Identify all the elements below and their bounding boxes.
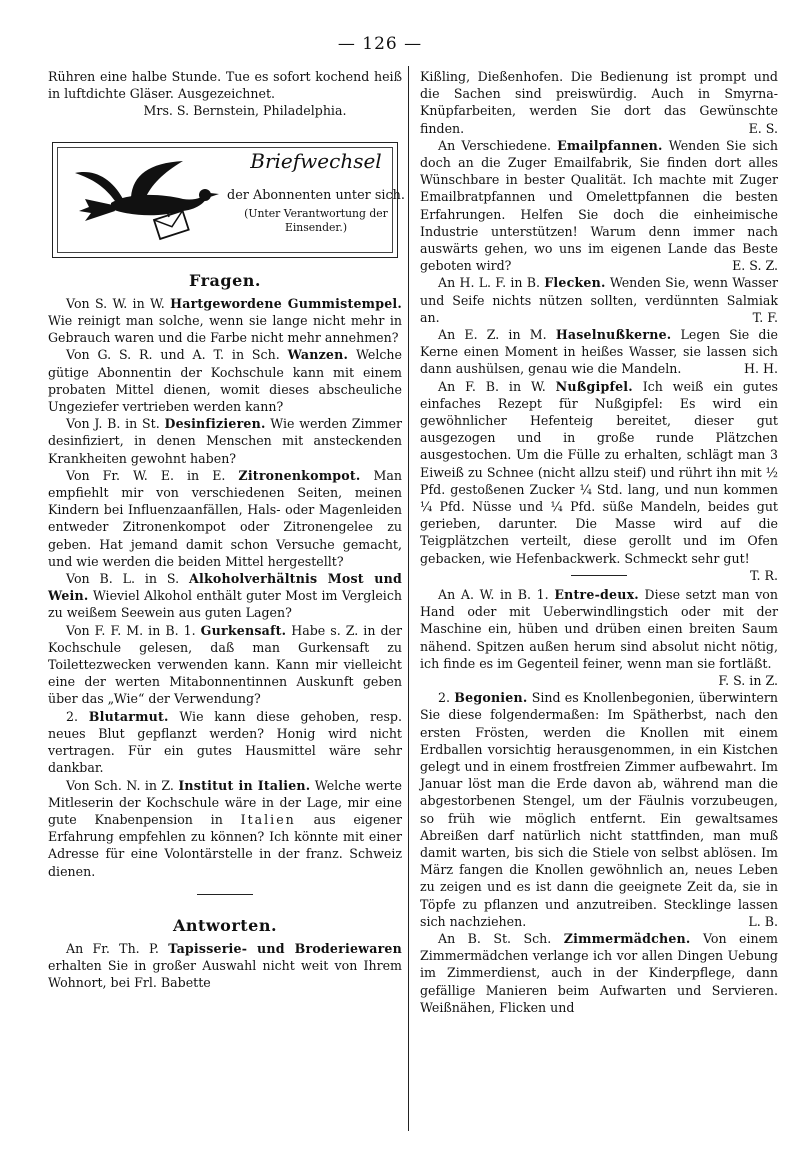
antwort-keyword: Haselnußkerne.	[555, 327, 672, 343]
signature: E. S.	[748, 120, 778, 136]
signature: T. F.	[752, 309, 778, 325]
antwort-item: An H. L. F. in B. Flecken. Wenden Sie, wenn Wasser und Seife nichts nützen sollten, verdünnten Salmiak an. T. F.	[420, 275, 778, 325]
frage-item: Von Fr. W. E. in E. Zitronenkompot. Man empfiehlt mir von verschiedenen Seiten, meinen Kindern bei Influenzaanfällen, Hals- oder Magenleiden entweder Zitronenkompot oder Zitronengelee zu geben. Hat jemand damit schon Versuche gemacht, und wie werden die beiden Mittel hergestellt?	[48, 467, 402, 569]
antwort-keyword: Begonien.	[454, 690, 528, 706]
signature: L. B.	[748, 913, 778, 929]
signature: F. S. in Z.	[718, 672, 778, 688]
frage-keyword: Gurkensaft.	[200, 622, 287, 638]
signature: T. R.	[749, 567, 778, 583]
antwort-keyword: Tapisserie- und Broderiewaren	[168, 940, 402, 956]
frage-item: Von S. W. in W. Hartgewordene Gummistempel. Wie reinigt man solche, wenn sie lange nicht mehr in Gebrauch waren und die Farbe nicht mehr annehmen?	[48, 295, 402, 346]
carrier-pigeon-icon	[71, 159, 221, 245]
right-column	[420, 68, 778, 1016]
frage-keyword: Zitronenkompot.	[238, 467, 361, 483]
section-divider	[571, 575, 627, 576]
briefwechsel-note: (Unter Verantwortung der Einsender.)	[244, 206, 388, 234]
antwort-item: An F. B. in W. Nußgipfel. Ich weiß ein gutes einfaches Rezept für Nußgipfel: Es wird ein gewöhnlicher Hefenteig bereitet, dieser gut ausgezogen und in große runde Plätzchen ausgestochen. Um die Fülle zu erhalten, schlägt man 3 Eiweiß zu Schnee (nicht allzu steif) und rührt ihn mit ½ Pfd. gestoßenen Zucker ¼ Std. lang, und nun kommen ¼ Pfd. Nüsse und ¼ Pfd. süße Mandeln, beides gut gerieben, darunter. Die Masse wird auf die Teigplätzchen verteilt, diese gerollt und im Ofen gebacken, wie Hefenbackwerk. Schmeckt sehr gut! T. R.	[420, 378, 779, 583]
antwort-item: An B. St. Sch. Zimmermädchen. Von einem Zimmermädchen verlange ich vor allen Dingen Uebung im Zimmerdienst, auch in der Kinderpflege, dann gefällige Manieren beim Aufwarten und Servieren. Weißnähen, Flicken und	[420, 930, 778, 1015]
briefwechsel-title: Briefwechsel	[250, 148, 382, 173]
signature: H. H.	[744, 361, 778, 377]
antwort-keyword: Zimmermädchen.	[563, 930, 691, 946]
left-column	[48, 68, 405, 992]
briefwechsel-header-box	[52, 142, 405, 258]
intro-signature: Mrs. S. Bernstein, Philadelphia.	[143, 103, 347, 119]
frage-keyword: Desinfizieren.	[164, 416, 266, 432]
antwort-item: An Fr. Th. P. Tapisserie- und Broderiewaren erhalten Sie in großer Auswahl nicht weit von Ihrem Wohnort, bei Frl. Babette	[48, 940, 402, 991]
antwort-item: 2. Begonien. Sind es Knollenbegonien, überwintern Sie diese folgendermaßen: Im Spätherbst, nach den ersten Frösten, werden die Knollen mit einem Erdballen vorsichtig herausgenommen, in ein Kistchen gelegt und in einem frostfreien Zimmer aufbewahrt. Im Januar löst man die Erde davon ab, während man die abgestorbenen Stengel, um der Fäulnis vorzubeugen, so früh wie möglich entfernt. Ein gewaltsames Abreißen darf natürlich nicht stattfinden, man muß damit warten, bis sich die Stiele von selbst ablösen. Im März fangen die Knollen gewöhnlich an, neues Leben zu zeigen und es ist dann die geeignete Zeit da, sie in Töpfe zu pflanzen und anzutreiben. Stecklinge lassen sich nachziehen. L. B.	[420, 690, 778, 929]
antwort-item: An Verschiedene. Emailpfannen. Wenden Sie sich doch an die Zuger Emailfabrik, Sie finden dort alles Wünschbare in bester Qualität. Ich machte mit Zuger Emailbratpfannen und Omelettpfannen die besten Erfahrungen. Helfen Sie doch die einheimische Industrie unterstützen! Warum denn immer nach auswärts gehen, wo uns im eigenen Lande das Beste geboten wird? E. S. Z.	[420, 137, 778, 274]
frage-item: 2. Blutarmut. Wie kann diese gehoben, resp. neues Blut gepflanzt werden? Honig wird nicht vertragen. Für ein gutes Hausmittel wäre sehr dankbar.	[48, 708, 402, 776]
fragen-heading: Fragen.	[189, 270, 261, 290]
frage-keyword: Blutarmut.	[88, 708, 169, 724]
frage-item: Von J. B. in St. Desinfizieren. Wie werden Zimmer desinfiziert, in denen Menschen mit ansteckenden Krankheiten gewohnt haben?	[48, 416, 402, 466]
page-number: — 126 —	[337, 34, 423, 54]
signature: E. S. Z.	[732, 258, 778, 274]
column-divider	[408, 66, 409, 1131]
antwort-item: An A. W. in B. 1. Entre-deux. Diese setzt man von Hand oder mit Ueberwindlingstich oder mit der Maschine ein, hüben und drüben einen breiten Saum nähend. Spitzen außen herum sind absolut nicht nötig, ich finde es im Gegenteil feiner, wenn man sie fortläßt.	[420, 586, 779, 671]
briefwechsel-subtitle: der Abonnenten unter sich.	[227, 187, 405, 203]
antwort-keyword: Nußgipfel.	[555, 378, 633, 394]
frage-keyword: Institut in Italien.	[178, 777, 311, 793]
frage-keyword: Hartgewordene Gummistempel.	[170, 295, 402, 311]
intro-paragraph: Rühren eine halbe Stunde. Tue es sofort kochend heiß in luftdichte Gläser. Ausgezeichnet.	[48, 69, 402, 102]
antwort-continuation: Kißling, Dießenhofen. Die Bedienung ist prompt und die Sachen sind preiswürdig. Auch in Smyrna-Knüpfarbeiten, werden Sie dort das Gewünschte finden. E. S.	[420, 69, 778, 136]
antwort-keyword: Emailpfannen.	[557, 137, 663, 153]
antwort-item: An E. Z. in M. Haselnußkerne. Legen Sie die Kerne einen Moment in heißes Wasser, sie lassen sich dann aushülsen, genau wie die Mandeln. H. H.	[420, 327, 778, 377]
frage-item: Von G. S. R. und A. T. in Sch. Wanzen. Welche gütige Abonnentin der Kochschule kann mit einem probaten Mittel dienen, womit dieses abscheuliche Ungeziefer vertrieben werden kann?	[48, 347, 402, 415]
section-divider	[197, 894, 253, 895]
antwort-keyword: Entre-deux.	[554, 586, 639, 602]
frage-item: Von F. F. M. in B. 1. Gurkensaft. Habe s. Z. in der Kochschule gelesen, daß man Gurkensaft zu Toilettezwecken verwenden kann. Kann mir vielleicht eine der werten Mitabonnentinnen Auskunft geben über das „Wie“ der Verwendung?	[48, 622, 402, 707]
frage-keyword: Alkoholverhältnis Most und Wein.	[48, 571, 403, 604]
frage-keyword: Wanzen.	[287, 347, 349, 363]
antworten-heading: Antworten.	[172, 915, 278, 935]
antwort-keyword: Flecken.	[544, 275, 606, 291]
frage-item: Von B. L. in S. Alkoholverhältnis Most und Wein. Wieviel Alkohol enthält guter Most im Vergleich zu weißem Seewein aus guten Lagen?	[48, 571, 403, 621]
frage-item: Von Sch. N. in Z. Institut in Italien. Welche werte Mitleserin der Kochschule wäre in der Lage, mir eine gute Knabenpension in Italien aus eigener Erfahrung empfehlen zu können? Ich könnte mit einer Adresse für eine Volontärstelle in der franz. Schweiz dienen.	[48, 777, 402, 879]
